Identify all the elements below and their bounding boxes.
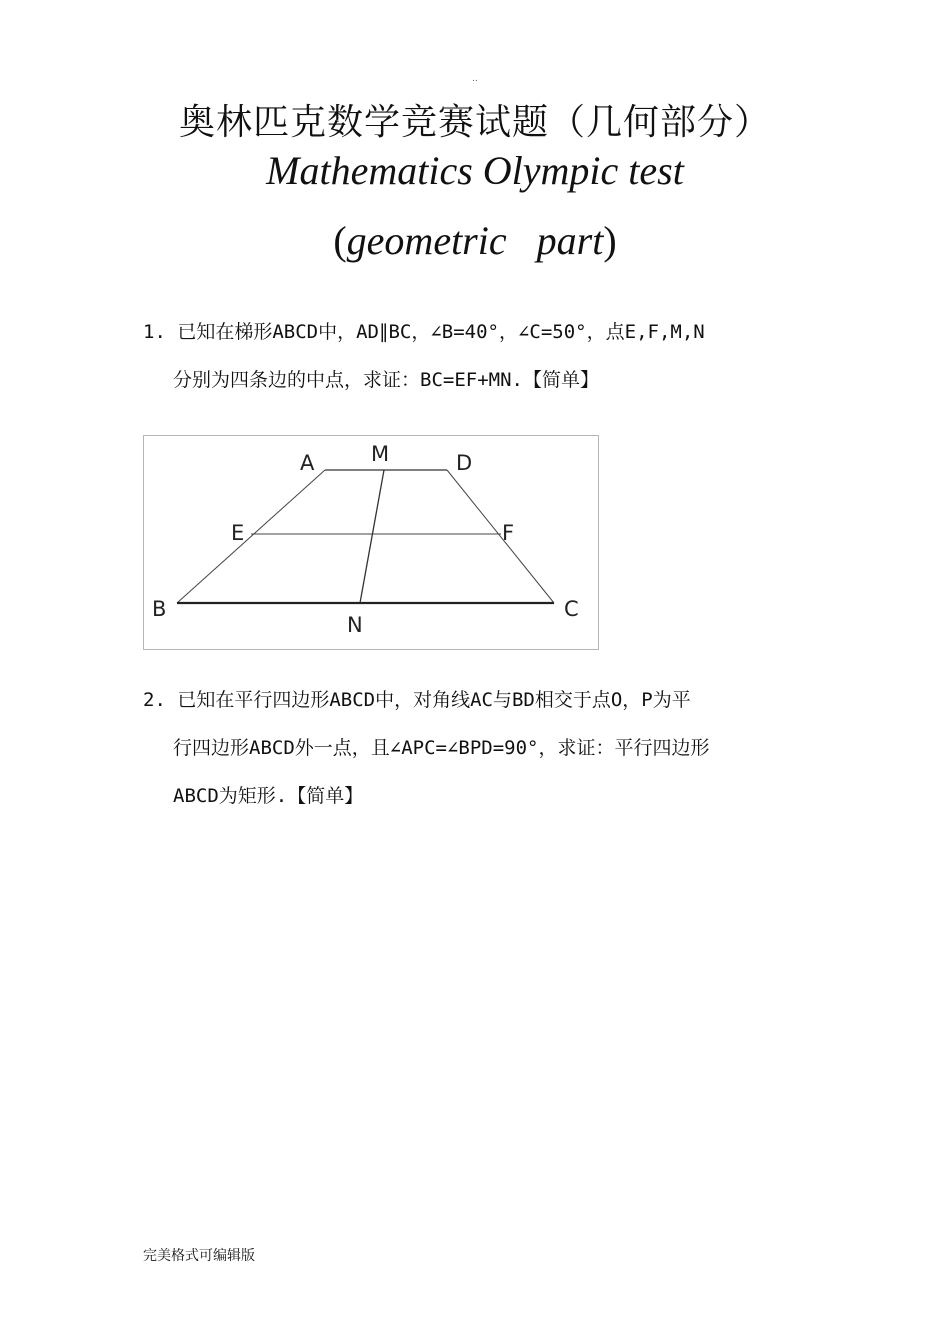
subtitle-open-paren: ( <box>333 218 347 263</box>
problem-2-line-2: 行四边形ABCD外一点，且∠APC=∠BPD=90°，求证：平行四边形 <box>173 737 710 759</box>
header-mark: .. <box>472 74 478 84</box>
page-subtitle-english <box>0 216 950 266</box>
page-title-english: Mathematics Olympic test <box>266 148 684 193</box>
problem-1-line-2: 分别为四条边的中点，求证：BC=EF+MN.【简单】 <box>173 369 599 391</box>
label-A: A <box>300 451 315 475</box>
label-D: D <box>456 451 473 475</box>
page-title-chinese: 奥林匹克数学竞赛试题（几何部分） <box>178 102 771 143</box>
subtitle-close-paren: ) <box>603 218 617 263</box>
problem-1-text-1: 已知在梯形ABCD中，AD∥BC，∠B=40°，∠C=50°，点E,F,M,N <box>177 321 705 343</box>
problem-2-line-1 <box>143 676 823 724</box>
trapezoid-diagram <box>144 436 598 649</box>
problem-1-number: 1. <box>143 321 166 343</box>
subtitle-word-geometric: geometric <box>346 218 507 263</box>
label-B: B <box>152 597 167 621</box>
trapezoid-figure <box>143 435 599 650</box>
label-E: E <box>231 521 245 545</box>
problem-2-line-3: ABCD为矩形.【简单】 <box>173 785 364 807</box>
segment-AB <box>177 470 325 603</box>
footer-note: 完美格式可编辑版 <box>143 1248 255 1264</box>
segment-MN <box>360 470 384 603</box>
label-M: M <box>371 442 390 466</box>
subtitle-gap <box>507 218 537 263</box>
label-N: N <box>347 613 363 637</box>
segment-DC <box>447 470 554 603</box>
problem-2 <box>143 676 823 820</box>
problem-1-line-1 <box>143 308 823 356</box>
problem-1 <box>143 308 823 404</box>
subtitle-word-part: part <box>536 218 604 263</box>
label-C: C <box>564 597 579 621</box>
label-F: F <box>502 521 515 545</box>
problem-2-text-1: 已知在平行四边形ABCD中，对角线AC与BD相交于点O，P为平 <box>177 689 691 711</box>
problem-2-number: 2. <box>143 689 166 711</box>
